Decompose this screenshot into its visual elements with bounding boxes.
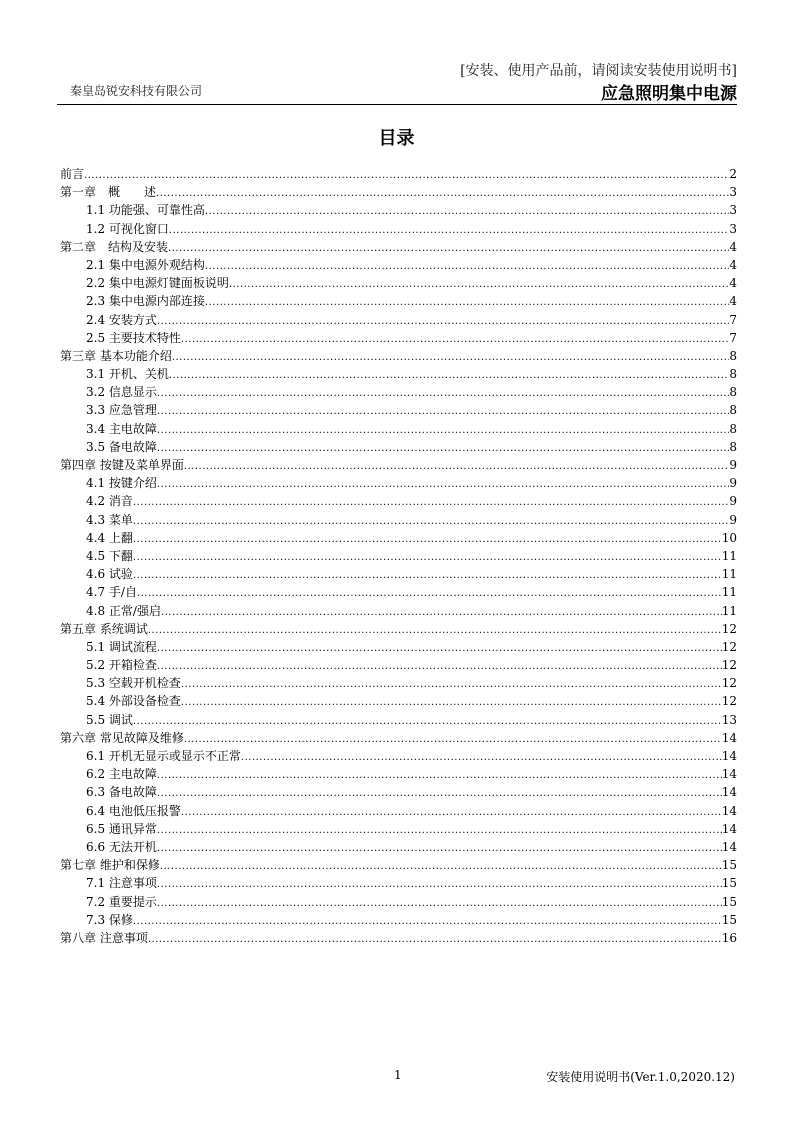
toc-entry-label: 6.3 备电故障 <box>86 785 157 800</box>
toc-entry[interactable] <box>60 474 737 492</box>
toc-entry-label: 3.3 应急管理 <box>86 403 157 418</box>
dot-leader <box>157 656 722 674</box>
dot-leader <box>157 474 729 492</box>
toc-entry[interactable] <box>60 874 737 892</box>
toc-entry-page: 16 <box>721 930 737 945</box>
toc-entry-label: 第四章 按键及菜单界面 <box>60 458 184 472</box>
toc-entry-label: 4.1 按键介绍 <box>86 476 157 491</box>
toc-entry-label: 第七章 维护和保修 <box>60 858 160 873</box>
toc-entry-page: 9 <box>729 512 737 527</box>
toc-entry-page: 7 <box>729 330 737 345</box>
dot-leader <box>133 492 729 510</box>
toc-entry[interactable] <box>60 820 737 838</box>
toc-entry-page: 8 <box>729 385 737 400</box>
dot-leader <box>169 365 729 383</box>
toc-entry-page: 4 <box>729 239 737 254</box>
toc-entry-label: 7.2 重要提示 <box>86 894 157 909</box>
dot-leader <box>169 220 729 238</box>
footer-page-number: 1 <box>394 1068 402 1082</box>
dot-leader <box>84 165 729 183</box>
toc-entry-page: 9 <box>729 494 737 509</box>
dot-leader <box>160 856 722 874</box>
toc-entry[interactable] <box>60 401 737 419</box>
toc-entry[interactable] <box>60 256 737 274</box>
toc-entry-page: 15 <box>721 894 737 909</box>
toc-entry[interactable] <box>60 274 737 292</box>
toc-entry[interactable] <box>60 311 737 329</box>
toc-entry-page: 14 <box>721 767 737 782</box>
toc-entry[interactable] <box>60 492 737 510</box>
toc-entry-page: 14 <box>721 803 737 818</box>
toc-entry-label: 1.1 功能强、可靠性高 <box>86 203 205 218</box>
toc-entry-label: 5.5 调试 <box>86 712 133 727</box>
toc-entry-label: 6.4 电池低压报警 <box>86 803 181 818</box>
footer-version: 安装使用说明书(Ver.1.0,2020.12) <box>546 1070 735 1084</box>
dot-leader <box>157 765 722 783</box>
toc-entry-label: 5.3 空载开机检查 <box>86 676 181 691</box>
dot-leader <box>184 456 730 474</box>
toc-entry[interactable] <box>60 729 737 747</box>
toc-entry[interactable] <box>60 765 737 783</box>
toc-entry[interactable] <box>60 420 737 438</box>
toc-entry-label: 6.1 开机无显示或显示不正常 <box>86 749 241 763</box>
dot-leader <box>181 329 729 347</box>
dot-leader <box>156 183 729 201</box>
dot-leader <box>168 238 729 256</box>
toc-entry[interactable] <box>60 383 737 401</box>
toc-entry-label: 4.3 菜单 <box>86 512 133 527</box>
toc-entry-label: 7.3 保修 <box>86 912 133 927</box>
toc-entry-label: 4.8 正常/强启 <box>86 603 161 618</box>
toc-entry-page: 14 <box>721 839 737 854</box>
toc-entry-label: 前言 <box>60 167 85 181</box>
toc-entry[interactable] <box>60 911 737 929</box>
toc-entry-label: 5.4 外部设备检查 <box>86 694 181 709</box>
toc-entry[interactable] <box>60 456 737 474</box>
toc-entry-page: 8 <box>729 367 737 382</box>
dot-leader <box>133 511 729 529</box>
toc-entry[interactable] <box>60 783 737 801</box>
dot-leader <box>205 292 729 310</box>
toc-entry-page: 10 <box>721 530 737 545</box>
toc-entry[interactable] <box>60 838 737 856</box>
toc-entry-label: 6.5 通讯异常 <box>86 821 157 836</box>
dot-leader <box>241 747 722 765</box>
dot-leader <box>157 311 729 329</box>
toc-entry[interactable] <box>60 656 737 674</box>
toc-entry-page: 9 <box>729 458 737 472</box>
toc-entry-page: 12 <box>721 676 737 691</box>
dot-leader <box>157 638 722 656</box>
dot-leader <box>133 529 722 547</box>
toc-entry-page: 3 <box>729 185 737 200</box>
toc-title: 目录 <box>378 128 415 149</box>
toc-entry-label: 4.7 手/自 <box>86 585 137 600</box>
toc-entry-label: 2.5 主要技术特性 <box>86 330 181 345</box>
toc-entry-page: 15 <box>721 912 737 927</box>
toc-entry[interactable] <box>60 674 737 692</box>
toc-entry-label: 4.2 消音 <box>86 494 133 509</box>
toc-entry[interactable] <box>60 638 737 656</box>
dot-leader <box>133 911 722 929</box>
toc-entry[interactable] <box>60 711 737 729</box>
toc-entry-label: 4.5 下翻 <box>86 548 133 563</box>
dot-leader <box>137 583 722 601</box>
toc-entry[interactable] <box>60 347 737 365</box>
dot-leader <box>172 347 730 365</box>
dot-leader <box>157 401 729 419</box>
dot-leader <box>184 729 722 747</box>
toc-entry[interactable] <box>60 220 737 238</box>
toc-entry[interactable] <box>60 529 737 547</box>
dot-leader <box>205 201 729 219</box>
dot-leader <box>157 783 722 801</box>
product-title: 应急照明集中电源 <box>601 84 737 104</box>
toc-entry[interactable] <box>60 183 737 201</box>
toc-entry-label: 3.2 信息显示 <box>86 385 157 400</box>
toc-entry-label: 第一章 概 述 <box>60 185 157 200</box>
toc-entry[interactable] <box>60 547 737 565</box>
toc-entry-label: 1.2 可视化窗口 <box>86 221 169 236</box>
toc-entry-label: 第八章 注意事项 <box>60 930 148 945</box>
toc-entry-page: 14 <box>721 749 737 763</box>
toc-entry[interactable] <box>60 893 737 911</box>
toc-entry[interactable] <box>60 620 737 638</box>
toc-entry-page: 8 <box>729 439 737 454</box>
toc-entry[interactable] <box>60 565 737 583</box>
toc-entry[interactable] <box>60 929 737 947</box>
dot-leader <box>181 802 722 820</box>
toc-entry-label: 7.1 注意事项 <box>86 876 157 891</box>
toc-entry[interactable] <box>60 438 737 456</box>
toc-entry-label: 2.2 集中电源灯键面板说明 <box>86 276 229 291</box>
dot-leader <box>157 820 722 838</box>
toc-entry-page: 9 <box>729 476 737 491</box>
toc-entry[interactable] <box>60 747 737 765</box>
toc-entry[interactable] <box>60 802 737 820</box>
dot-leader <box>133 547 722 565</box>
toc-entry[interactable] <box>60 165 737 183</box>
toc-entry-page: 11 <box>721 548 737 563</box>
dot-leader <box>157 383 729 401</box>
toc-entry-label: 第五章 系统调试 <box>60 621 148 636</box>
toc-entry[interactable] <box>60 201 737 219</box>
toc-entry[interactable] <box>60 511 737 529</box>
toc-entry[interactable] <box>60 602 737 620</box>
toc-entry-page: 8 <box>729 403 737 418</box>
toc-entry-label: 4.6 试验 <box>86 567 133 582</box>
toc-entry[interactable] <box>60 583 737 601</box>
toc-entry[interactable] <box>60 238 737 256</box>
toc-entry-page: 4 <box>729 294 737 309</box>
toc-entry-label: 3.1 开机、关机 <box>86 367 169 382</box>
toc-entry-page: 4 <box>729 276 737 291</box>
toc-entry-page: 12 <box>721 658 737 673</box>
dot-leader <box>157 420 729 438</box>
toc-entry-label: 3.4 主电故障 <box>86 421 157 436</box>
toc-entry-label: 3.5 备电故障 <box>86 439 157 454</box>
toc-entry[interactable] <box>60 365 737 383</box>
toc-entry-label: 6.2 主电故障 <box>86 767 157 782</box>
dot-leader <box>148 620 722 638</box>
dot-leader <box>157 893 722 911</box>
toc-entry-page: 8 <box>729 421 737 436</box>
toc-entry-label: 第二章 结构及安装 <box>60 239 169 254</box>
toc-entry-page: 13 <box>721 712 737 727</box>
header-divider <box>57 104 737 105</box>
toc-entry-page: 11 <box>721 585 737 600</box>
toc-entry[interactable] <box>60 856 737 874</box>
toc-entry-page: 15 <box>721 858 737 873</box>
toc-entry-page: 7 <box>729 312 737 327</box>
toc-entry-label: 第六章 常见故障及维修 <box>60 730 184 745</box>
toc-entry-page: 4 <box>729 257 737 272</box>
company-name: 秦皇岛锐安科技有限公司 <box>70 84 203 98</box>
toc-entry-page: 11 <box>721 603 737 618</box>
toc-entry-page: 12 <box>721 694 737 709</box>
dot-leader <box>133 711 722 729</box>
dot-leader <box>181 674 722 692</box>
toc-entry-page: 14 <box>721 730 737 745</box>
toc-entry-page: 3 <box>729 221 737 236</box>
toc-entry-label: 5.1 调试流程 <box>86 639 157 654</box>
toc-entry-page: 11 <box>721 567 737 582</box>
toc-entry-label: 2.1 集中电源外观结构 <box>86 257 205 272</box>
toc-entry[interactable] <box>60 292 737 310</box>
toc-entry-label: 4.4 上翻 <box>86 530 133 545</box>
toc-entry-page: 3 <box>729 203 737 218</box>
toc-entry-page: 2 <box>729 167 737 181</box>
toc-entry[interactable] <box>60 329 737 347</box>
dot-leader <box>181 692 722 710</box>
dot-leader <box>148 929 722 947</box>
toc-entry-page: 14 <box>721 821 737 836</box>
dot-leader <box>157 838 722 856</box>
table-of-contents <box>60 165 737 947</box>
toc-entry-label: 5.2 开箱检查 <box>86 658 157 673</box>
toc-entry-page: 12 <box>721 639 737 654</box>
toc-entry[interactable] <box>60 692 737 710</box>
dot-leader <box>229 274 729 292</box>
dot-leader <box>133 565 722 583</box>
toc-entry-page: 8 <box>729 348 737 363</box>
toc-entry-label: 2.3 集中电源内部连接 <box>86 294 205 309</box>
toc-entry-page: 14 <box>721 785 737 800</box>
toc-entry-page: 15 <box>721 876 737 891</box>
dot-leader <box>161 602 722 620</box>
dot-leader <box>205 256 729 274</box>
dot-leader <box>157 874 722 892</box>
toc-entry-label: 第三章 基本功能介绍 <box>60 348 172 363</box>
dot-leader <box>157 438 729 456</box>
toc-entry-label: 2.4 安装方式 <box>86 312 157 327</box>
header-notice: [安装、使用产品前，请阅读安装使用说明书] <box>460 63 737 79</box>
toc-entry-label: 6.6 无法开机 <box>86 839 157 854</box>
toc-entry-page: 12 <box>721 621 737 636</box>
